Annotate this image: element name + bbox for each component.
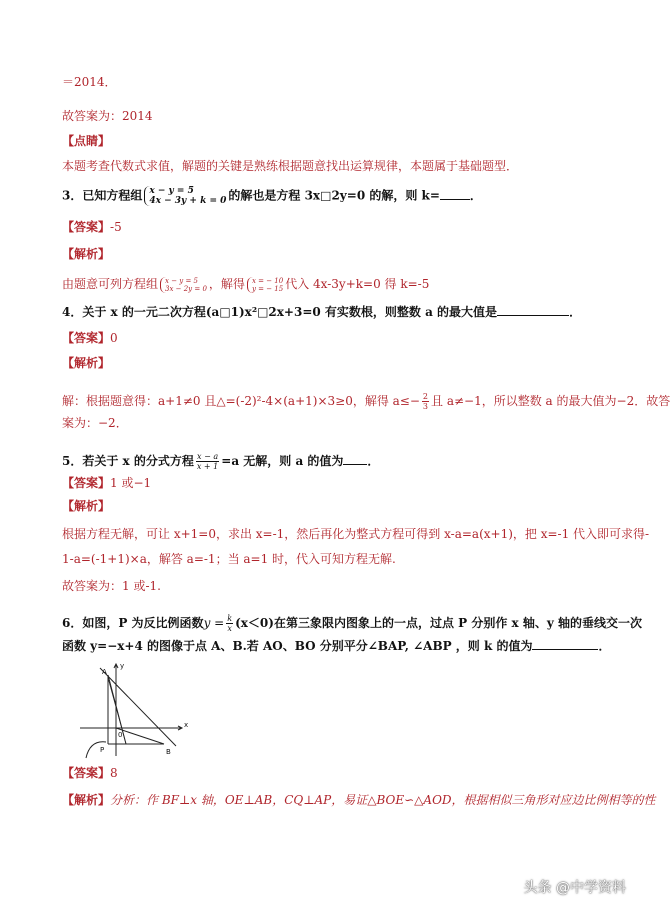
text-line: 故答案为：2014 [62,109,153,123]
eq: x − y = 5 [149,186,194,196]
equation-system [160,277,207,293]
label-a: A [102,668,107,676]
period: ． [569,305,582,319]
question-6-line2 [62,638,610,654]
period: ． [598,639,611,653]
q4-text: 4．关于 x 的一元二次方程(a□1)x²□2x+3=0 有实数根，则整数 a 的最大值是 [62,305,498,319]
answer-line [62,765,118,781]
analysis-tag: 【解析】 [62,499,111,513]
answer-blank [343,453,367,465]
analysis-line [62,792,656,808]
answer-line [62,330,118,346]
label-y: y [120,662,125,670]
numerator: x − a [197,452,219,461]
period: ． [469,188,482,203]
solution-system [247,277,283,293]
glyph-box: □ [320,188,332,203]
answer-line [62,219,122,235]
watermark: 头条 @中学资料 [523,880,626,896]
answer-line [62,475,151,491]
segment-bo [116,728,164,744]
denominator: 3 [422,402,429,411]
equation-system [144,186,226,206]
label-o: 0 [118,731,123,739]
solution-line: 根据方程无解，可让 x+1=0，求出 x=-1，然后再化为整式方程可得到 x-a=a(x+1)，把 x=-1 代入即可求得- [62,527,650,541]
label-b: B [166,748,171,756]
sol-text: 由题意可列方程组 [62,277,159,291]
solution-line: 故答案为：1 或-1. [62,579,161,593]
eq: 4x − 3y + k = 0 [149,196,227,206]
line-ab [100,668,176,746]
answer-tag: 【答案】 [62,220,111,234]
eq: 3x − 2y = 0 [165,284,207,293]
sol-text: 代入 4x-3y+k=0 得 k=-5 [285,277,430,291]
answer-tag: 【答案】 [62,766,111,780]
analysis-tag: 【解析】 [62,247,111,261]
label-p: P [100,746,105,754]
answer-value: -5 [110,220,122,234]
q6-text: 函数 y=−x+4 的图像于点 A、B.若 AO、BO 分别平分∠BAP, ∠ABP ，则 k 的值为 [62,639,533,653]
fraction [196,452,219,471]
q3-suffix: 的解也是方程 3x [228,188,321,203]
q3-suffix: 2y=0 的解，则 k= [331,188,440,203]
q5-prefix: 5．若关于 x 的分式方程 [62,454,194,468]
minus-sign: − [409,394,420,408]
answer-blank [497,304,569,316]
question-3 [62,186,482,206]
sol-text: 且 a≠−1，所以整数 a 的最大值为−2．故答 [431,394,670,408]
numerator: k [227,614,233,623]
answer-tag: 【答案】 [62,331,111,345]
solution-line [62,392,670,411]
q5-suffix: =a 无解，则 a 的值为 [221,454,344,468]
analysis-tag: 【解析】 [62,793,111,807]
answer-blank [440,188,470,200]
q6-text: (x＜0)在第三象限内图象上的一点，过点 P 分别作 x 轴、y 轴的垂线交一次 [235,616,642,630]
question-4 [62,304,581,320]
q6-prefix: 6．如图，P 为反比例函数 [62,616,204,630]
label-x: x [184,721,189,729]
function-graph [78,660,196,760]
text-line: 本题考查代数式求值，解题的关键是熟练根据题意找出运算规律，本题属于基础题型． [62,159,519,173]
eq: y = − 15 [251,284,284,293]
answer-value: 0 [110,331,118,345]
answer-value: 1 或−1 [110,476,152,490]
section-tag: 【点睛】 [62,134,111,148]
sol-text: ，解得 [208,277,245,291]
answer-blank [532,638,598,650]
fraction [226,614,233,633]
solution-line [62,276,429,293]
denominator: x [227,624,232,633]
q3-prefix: 3．已知方程组 [62,188,143,203]
question-6 [62,614,642,633]
period: ． [367,454,380,468]
sol-text: 解：根据题意得：a+1≠0 且△=(-2)²-4×(a+1)×3≥0，解得 a≤ [62,394,410,408]
numerator: 2 [422,392,429,401]
answer-value: 8 [110,766,118,780]
analysis-text: 分析：作 BF⊥x 轴，OE⊥AB，CQ⊥AP，易证△BOE∽△AOD，根据相似三角形对应边比例相等的性 [110,793,656,807]
denominator: x + 1 [196,462,219,471]
fraction [422,392,429,411]
eq: x = − 10 [251,276,284,285]
question-5 [62,452,379,471]
analysis-tag: 【解析】 [62,356,111,370]
solution-line: 案为：−2． [62,416,128,430]
text-line: ＝2014． [62,75,117,89]
solution-line: 1-a=(-1+1)×a，解答 a=-1；当 a=1 时，代入可知方程无解. [62,552,396,566]
bisector [108,678,126,744]
answer-tag: 【答案】 [62,476,111,490]
eq: x − y = 5 [165,276,199,285]
y-equals: y = [203,616,225,630]
